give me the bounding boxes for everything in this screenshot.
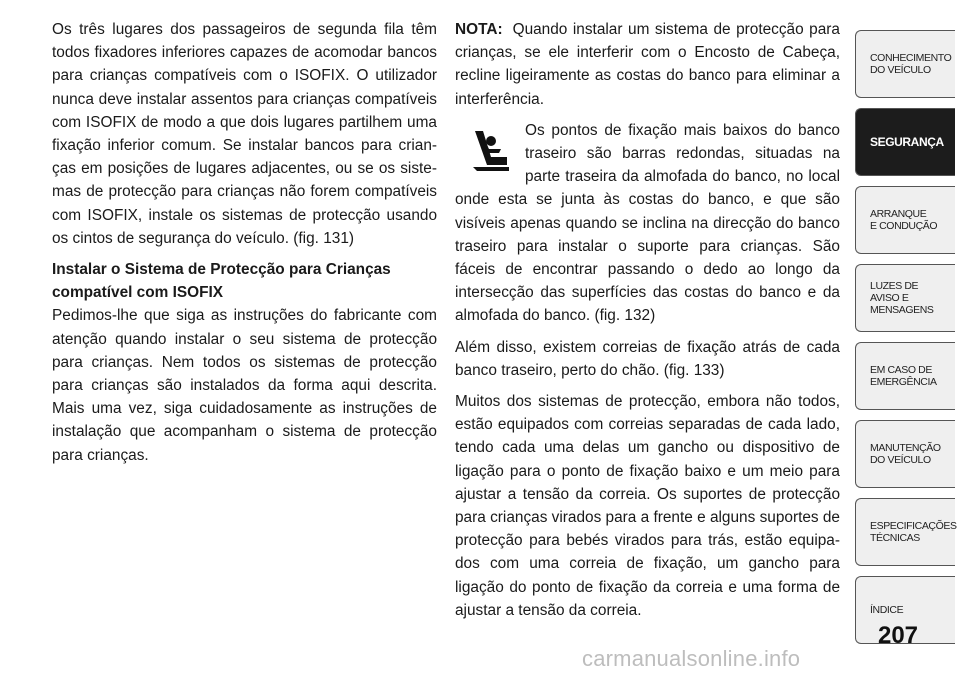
paragraph-text: Os pontos de fixação mais baixos do banco traseiro são barras redondas, situadas na parte traseira da almofada do banco, no local onde esta se junta às costas do banco, e que são visíveis apenas quando se inclina na direcção do banco traseiro para instalar o suporte para crianças. São fáceis de encontrar passando o dedo ao longo da intersecção das superfícies das costas do banco e da almofada do banco. (fig. 132) xyxy=(455,121,840,325)
tab-especificacoes-tecnicas[interactable]: ESPECIFICAÇÕES TÉCNICAS xyxy=(855,498,955,566)
tab-luzes-de-aviso[interactable]: LUZES DE AVISO E MENSAGENS xyxy=(855,264,955,332)
tab-em-caso-de-emergencia[interactable]: EM CASO DE EMERGÊNCIA xyxy=(855,342,955,410)
section-heading: Instalar o Sistema de Protecção para Crianças compatível com ISOFIX xyxy=(52,261,391,302)
chapter-tabs xyxy=(855,30,960,630)
page-number: 207 xyxy=(877,622,919,649)
paragraph: Além disso, existem correias de fixação atrás de cada banco traseiro, perto do chão. (fig. 133) xyxy=(455,338,840,379)
watermark: carmanualsonline.info xyxy=(582,646,801,671)
tab-seguranca[interactable]: SEGURANÇA xyxy=(855,108,955,176)
tab-manutencao-do-veiculo[interactable]: MANUTENÇÃO DO VEÍCULO xyxy=(855,420,955,488)
paragraph: Os três lugares dos passageiros de segunda fila têm todos fixadores inferiores capazes de acomodar bancos para crianças compatíveis com o ISOFIX. O utilizador nunca deve instalar assentos para crianças compatíveis com ISOFIX de modo a que dois lugares partilhem uma fixação inferior comum. Se instalar bancos para crian-ças em posições de lugares adjacentes, ou se os siste-mas de protecção para crianças não forem compatíveis com ISOFIX, instale os sistemas de protecção usando os cintos de segurança do veículo. (fig. 131) xyxy=(52,21,437,247)
left-column xyxy=(52,18,437,475)
note-text: Quando instalar um sistema de protecção para crianças, se ele interferir com o Encosto de Cabeça, recline ligeiramente as costas do banco para eliminar a interferência. xyxy=(455,21,840,108)
note-paragraph xyxy=(455,18,840,111)
tab-indice[interactable]: ÍNDICE xyxy=(855,576,955,644)
tab-conhecimento-do-veiculo[interactable]: CONHECIMENTO DO VEÍCULO xyxy=(855,30,955,98)
paragraph: Pedimos-lhe que siga as instruções do fabricante com atenção quando instalar o seu sistema de protecção para crianças. Nem todos os sistemas de protecção para crianças são instalados da forma aqui descrita. Mais uma vez, siga cuidadosamente as instruções de instalação que acompanham o sistema de protecção para crianças. xyxy=(52,307,437,464)
paragraph-with-icon xyxy=(455,119,840,328)
tab-arranque-e-conducao[interactable]: ARRANQUE E CONDUÇÃO xyxy=(855,186,955,254)
note-label: NOTA: xyxy=(455,21,503,38)
child-seat-icon xyxy=(461,123,517,185)
paragraph: Muitos dos sistemas de protecção, embora não todos, estão equipados com correias separadas de cada lado, tendo cada uma delas um gancho ou dispositivo de ligação para o ponto de fixação baixo e um meio para ajustar a tensão da correia. Os suportes de protecção para crianças virados para a frente e alguns suportes de protecção para bebés virados para trás, estão equipa-dos com uma correia de fixação, um gancho para ligação do ponto de fixação da correia e uma forma de ajustar a tensão da correia. xyxy=(455,393,840,619)
right-column xyxy=(455,18,840,630)
